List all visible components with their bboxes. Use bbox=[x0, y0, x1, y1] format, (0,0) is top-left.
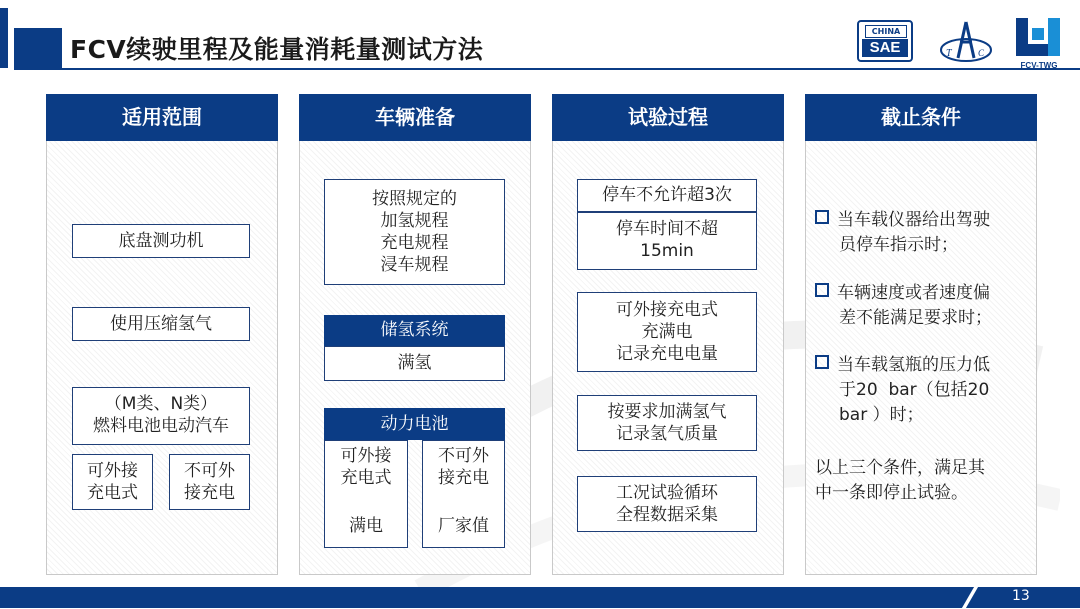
fcv-twg-logo bbox=[1006, 16, 1072, 70]
process-refuel-line-2: 记录氢气质量 bbox=[616, 424, 718, 444]
prep-rules-line-2: 加氢规程 bbox=[380, 211, 449, 231]
cutoff-item-3-line-2: 于20 bar（包括20 bbox=[839, 380, 990, 400]
cutoff-summary bbox=[815, 456, 1030, 506]
column-heading-cutoff: 截止条件 bbox=[805, 94, 1037, 141]
cutoff-item-1-line-2: 员停车指示时； bbox=[839, 235, 958, 255]
process-refuel bbox=[577, 395, 757, 451]
cutoff-item-2-line-2: 差不能满足要求时； bbox=[839, 308, 992, 328]
cutoff-item-3-line-1: 当车载氢瓶的压力低 bbox=[837, 355, 990, 375]
prep-battery-heading: 动力电池 bbox=[324, 408, 505, 440]
scope-ext-line-1: 可外接 bbox=[87, 461, 138, 481]
page-title: FCV续驶里程及能量消耗量测试方法 bbox=[70, 35, 484, 64]
scope-gas: 使用压缩氢气 bbox=[72, 307, 250, 341]
footer-bar bbox=[0, 587, 1080, 608]
prep-batt-left-value: 满电 bbox=[349, 516, 383, 536]
bullet-square-icon bbox=[815, 355, 829, 369]
process-stop-count: 停车不允许超3次 bbox=[577, 179, 757, 212]
cutoff-item-1 bbox=[815, 208, 1030, 258]
cutoff-item-2 bbox=[815, 281, 1030, 331]
prep-h2-heading: 储氢系统 bbox=[324, 315, 505, 346]
scope-ext-line-2: 充电式 bbox=[87, 483, 138, 503]
scope-type-line-1: （M类、N类） bbox=[104, 394, 218, 414]
svg-text:T: T bbox=[946, 48, 952, 59]
scope-type-line-2: 燃料电池电动汽车 bbox=[93, 416, 229, 436]
process-cycle bbox=[577, 476, 757, 532]
prep-batt-right-value: 厂家值 bbox=[438, 516, 489, 536]
header-divider bbox=[14, 68, 1080, 70]
process-refuel-line-1: 按要求加满氢气 bbox=[607, 402, 727, 422]
process-charge-line-3: 记录充电电量 bbox=[616, 344, 718, 364]
scope-dyno: 底盘测功机 bbox=[72, 224, 250, 258]
prep-rules-line-3: 充电规程 bbox=[380, 233, 449, 253]
process-charge-line-1: 可外接充电式 bbox=[616, 300, 718, 320]
svg-text:C: C bbox=[978, 48, 985, 58]
bullet-square-icon bbox=[815, 283, 829, 297]
china-sae-logo bbox=[857, 20, 913, 62]
fcv-twg-logo-mark bbox=[1006, 16, 1072, 60]
column-scope bbox=[46, 94, 278, 575]
prep-h2-value: 满氢 bbox=[324, 346, 505, 381]
cutoff-summary-line-2: 中一条即停止试验。 bbox=[815, 483, 968, 503]
catc-logo bbox=[938, 18, 994, 66]
bullet-square-icon bbox=[815, 210, 829, 224]
scope-vehicle-type bbox=[72, 387, 250, 445]
sae-logo-main-text: SAE bbox=[862, 39, 908, 57]
sae-logo-china-text: CHINA bbox=[865, 25, 907, 38]
prep-batt-left-line-1: 可外接 bbox=[340, 446, 392, 466]
scope-external-charge bbox=[72, 454, 153, 510]
cutoff-item-3 bbox=[815, 353, 1030, 428]
header-accent-block bbox=[14, 28, 62, 68]
prep-rules-line-4: 浸车规程 bbox=[380, 255, 449, 275]
process-charge bbox=[577, 292, 757, 372]
prep-batt-left-line-2: 充电式 bbox=[340, 468, 392, 488]
prep-battery-non-external bbox=[422, 440, 505, 548]
scope-nonext-line-1: 不可外 bbox=[184, 461, 235, 481]
cutoff-item-3-line-3: bar ）时； bbox=[839, 405, 924, 425]
cutoff-summary-line-1: 以上三个条件，满足其 bbox=[815, 458, 985, 478]
header-accent-bar bbox=[0, 8, 8, 68]
column-process bbox=[552, 94, 784, 575]
cutoff-item-2-line-1: 车辆速度或者速度偏 bbox=[837, 283, 990, 303]
column-heading-prep: 车辆准备 bbox=[299, 94, 531, 141]
prep-rules-line-1: 按照规定的 bbox=[372, 189, 457, 209]
process-stop-time-line-1: 停车时间不超 bbox=[616, 219, 718, 239]
column-heading-process: 试验过程 bbox=[552, 94, 784, 141]
prep-rules bbox=[324, 179, 505, 285]
column-prep bbox=[299, 94, 531, 575]
scope-non-external-charge bbox=[169, 454, 250, 510]
process-cycle-line-1: 工况试验循环 bbox=[616, 483, 718, 503]
scope-nonext-line-2: 接充电 bbox=[184, 483, 235, 503]
process-charge-line-2: 充满电 bbox=[641, 322, 693, 342]
column-heading-scope: 适用范围 bbox=[46, 94, 278, 141]
process-stop-time-line-2: 15min bbox=[640, 241, 694, 261]
process-stop-time bbox=[577, 212, 757, 270]
prep-batt-right-line-1: 不可外 bbox=[438, 446, 489, 466]
process-cycle-line-2: 全程数据采集 bbox=[616, 505, 718, 525]
prep-batt-right-line-2: 接充电 bbox=[438, 468, 489, 488]
page-number: 13 bbox=[1012, 588, 1030, 604]
fcv-twg-logo-text: FCV-TWG bbox=[1020, 61, 1058, 70]
cutoff-item-1-line-1: 当车载仪器给出驾驶 bbox=[837, 210, 990, 230]
prep-battery-external bbox=[324, 440, 408, 548]
